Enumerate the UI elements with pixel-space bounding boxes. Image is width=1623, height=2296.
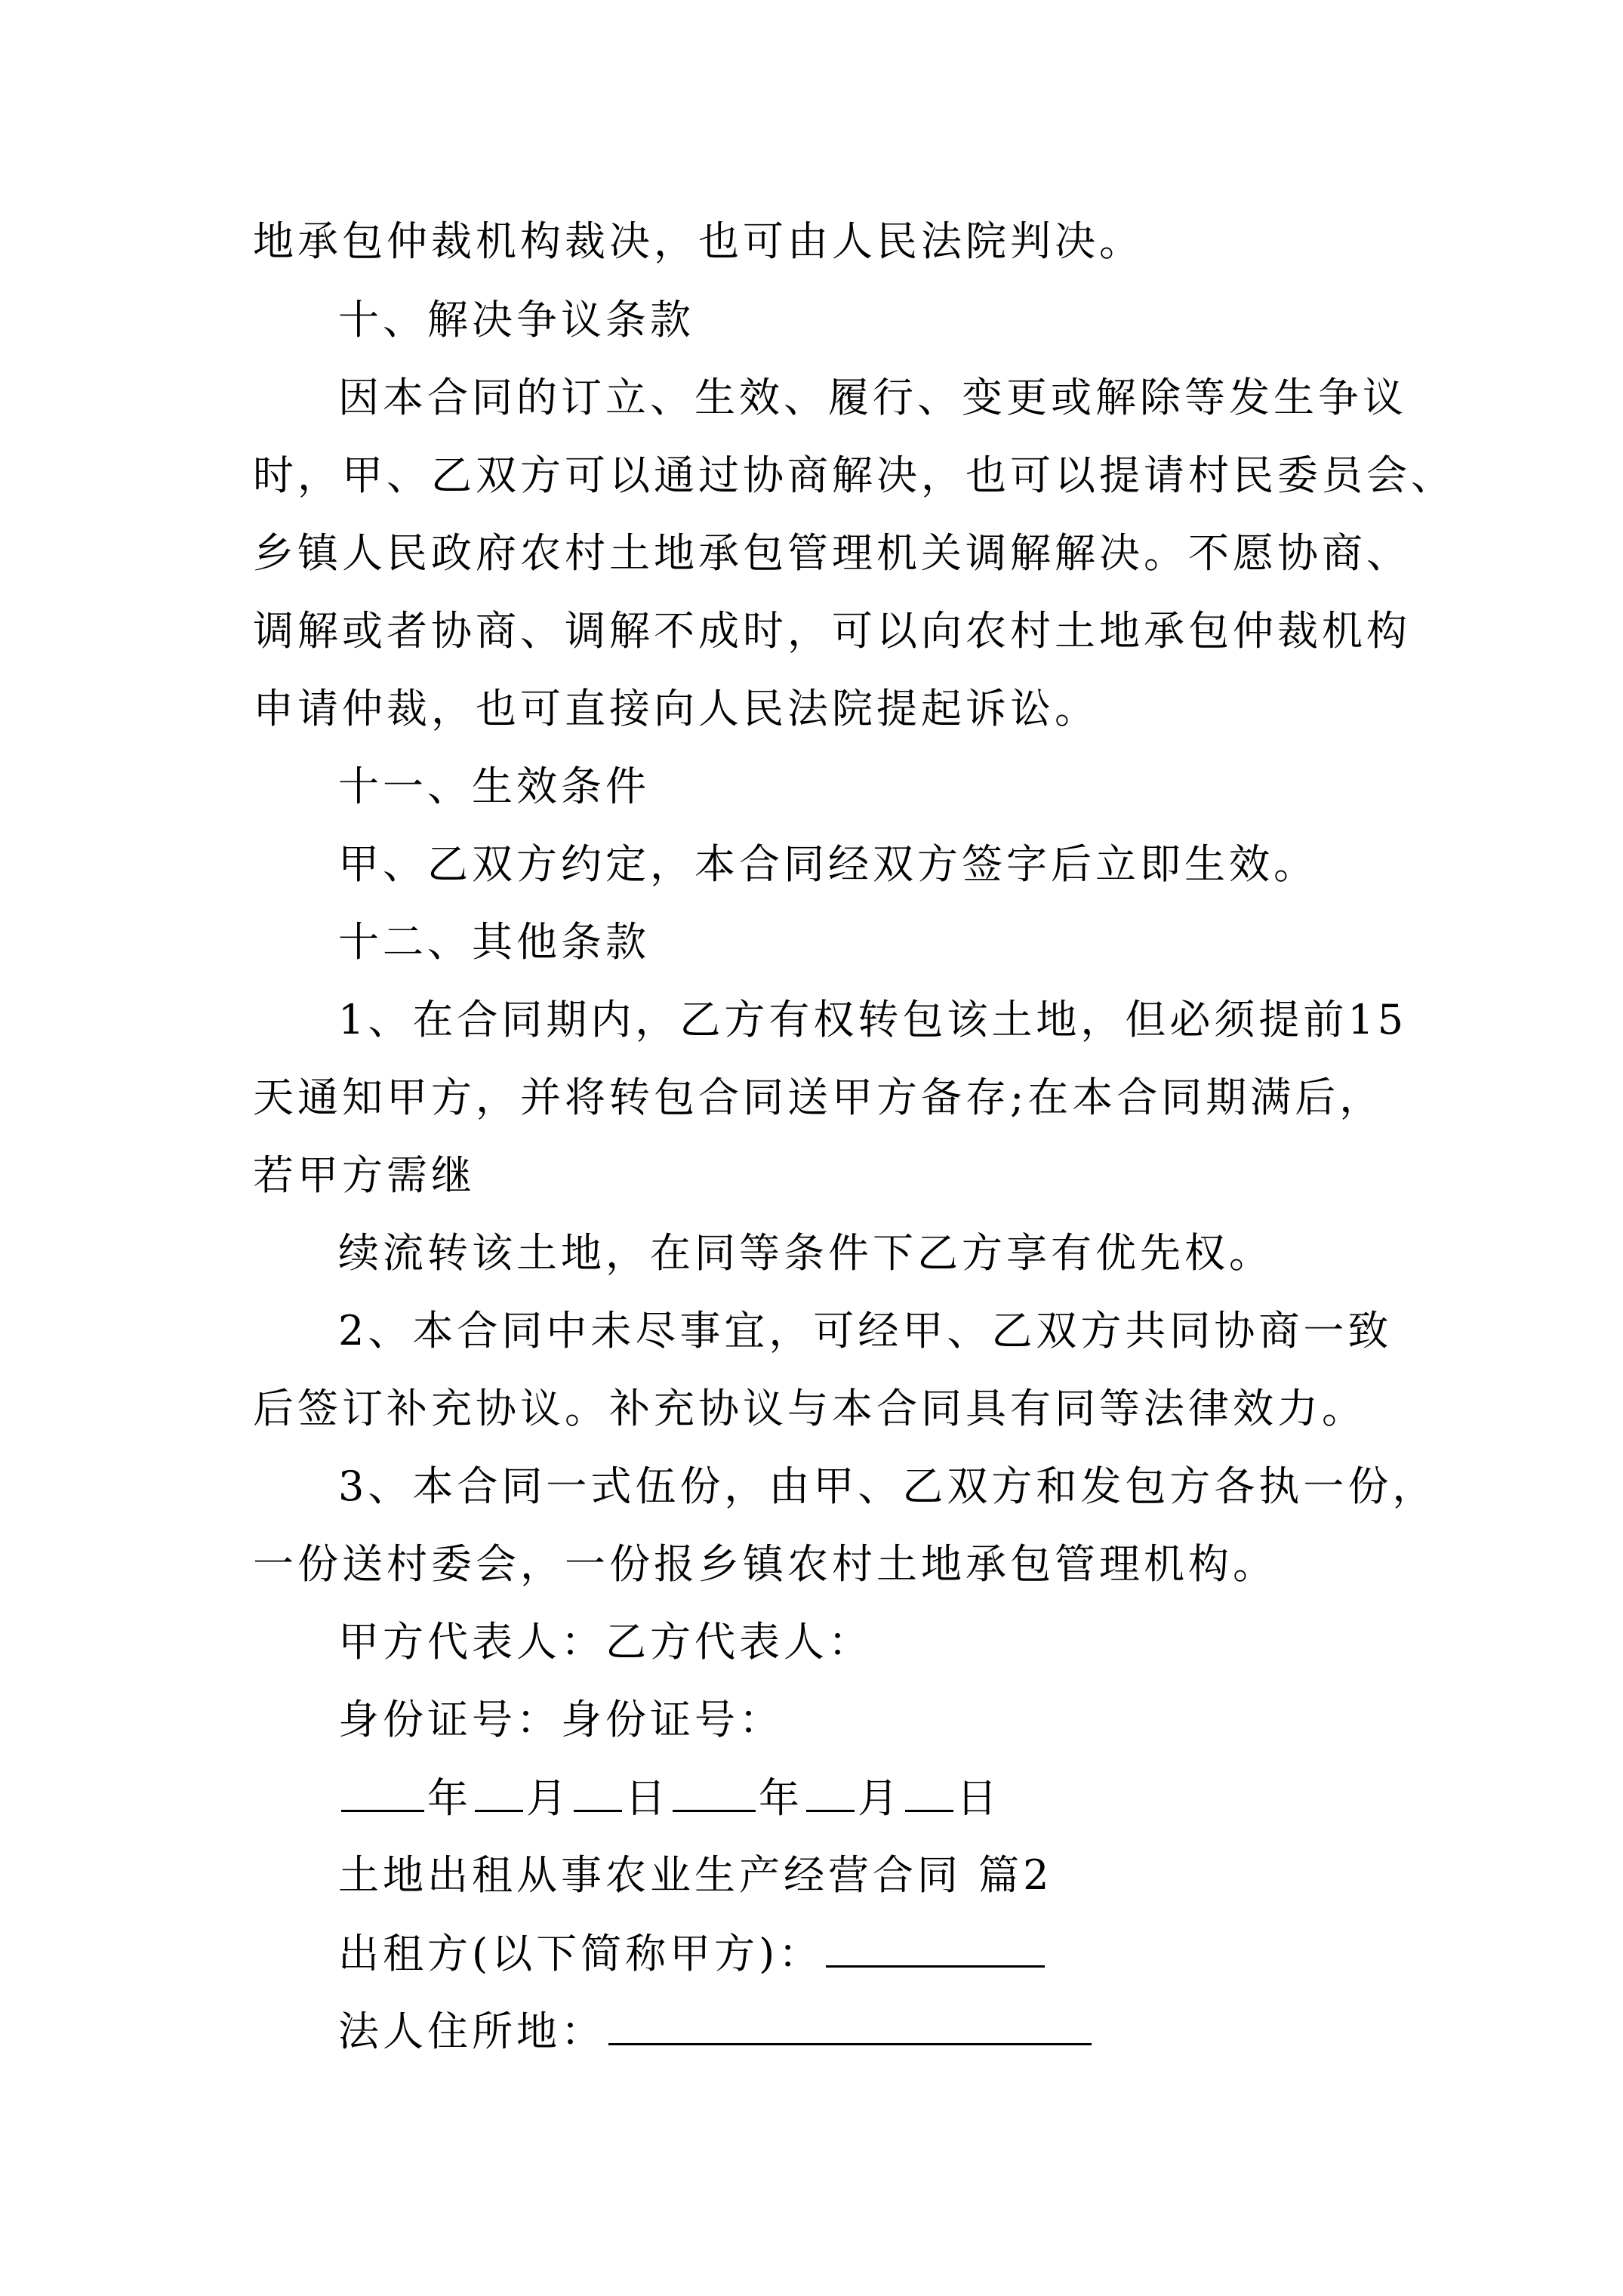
day-label: 日: [625, 1774, 670, 1822]
text-line: 2、本合同中未尽事宜，可经甲、乙双方共同协商一致: [338, 1307, 1393, 1354]
blank-day-1: [574, 1774, 622, 1812]
lessor-label: 出租方(以下简称甲方)：: [338, 1930, 824, 1977]
contract-title: 土地出租从事农业生产经营合同 篇2: [338, 1851, 1053, 1899]
signature-labels: 甲方代表人：乙方代表人：: [338, 1618, 873, 1666]
section-heading: 十二、其他条款: [338, 918, 650, 966]
blank-month-2: [806, 1774, 855, 1812]
address-blank: [608, 2007, 1092, 2045]
lessor-line: [338, 1929, 1048, 1978]
id-number-labels: 身份证号：身份证号：: [338, 1696, 784, 1743]
text-line: 地承包仲裁机构裁决，也可由人民法院判决。: [253, 217, 1144, 265]
month-label: 月: [858, 1774, 902, 1822]
date-line: [338, 1774, 1001, 1823]
year-label: 年: [427, 1774, 472, 1822]
blank-year-1: [341, 1774, 424, 1812]
text-line: 续流转该土地，在同等条件下乙方享有优先权。: [338, 1229, 1273, 1277]
blank-day-2: [905, 1774, 953, 1812]
text-line: 后签订补充协议。补充协议与本合同具有同等法律效力。: [253, 1385, 1366, 1432]
text-line: 因本合同的订立、生效、履行、变更或解除等发生争议: [338, 374, 1407, 421]
text-line: 乡镇人民政府农村土地承包管理机关调解解决。不愿协商、: [253, 529, 1411, 577]
text-line: 时，甲、乙双方可以通过协商解决，也可以提请村民委员会、: [253, 451, 1455, 499]
text-line: 甲、乙双方约定，本合同经双方签字后立即生效。: [338, 840, 1318, 888]
text-line: 一份送村委会，一份报乡镇农村土地承包管理机构。: [253, 1540, 1277, 1588]
text-line: 调解或者协商、调解不成时，可以向农村土地承包仲裁机构: [253, 607, 1411, 655]
day-label: 日: [956, 1774, 1001, 1822]
blank-year-2: [673, 1774, 756, 1812]
blank-month-1: [475, 1774, 523, 1812]
year-label: 年: [759, 1774, 803, 1822]
address-line: [338, 2007, 1095, 2056]
lessor-blank: [826, 1929, 1045, 1968]
text-line: 天通知甲方，并将转包合同送甲方备存;在本合同期满后，: [253, 1074, 1384, 1121]
text-line: 3、本合同一式伍份，由甲、乙双方和发包方各执一份，: [338, 1462, 1437, 1510]
section-heading: 十、解决争议条款: [338, 296, 694, 344]
text-line: 若甲方需继: [253, 1151, 476, 1199]
address-label: 法人住所地：: [338, 2008, 605, 2055]
text-line: 申请仲裁，也可直接向人民法院提起诉讼。: [253, 685, 1099, 732]
text-line: 1、在合同期内，乙方有权转包该土地，但必须提前15: [338, 996, 1408, 1043]
month-label: 月: [526, 1774, 571, 1822]
section-heading: 十一、生效条件: [338, 763, 650, 810]
